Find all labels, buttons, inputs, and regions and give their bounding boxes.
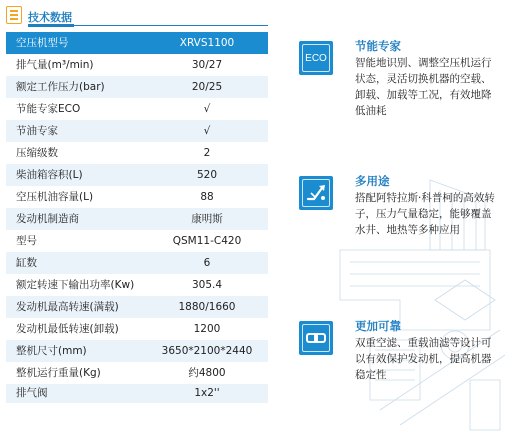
param-cell: 发动机最高转速(满载) [6, 296, 146, 318]
feature-description: 双重空滤、重载油滤等设计可以有效保护发动机，提高机器稳定性 [355, 337, 492, 381]
value-cell: √ [146, 120, 268, 142]
spec-table [6, 32, 268, 403]
value-cell: 305.4 [146, 274, 268, 296]
param-cell: 节能专家ECO [6, 98, 146, 120]
feature-title: 更加可靠 [355, 319, 401, 333]
param-cell: 排气量(m³/min) [6, 54, 146, 76]
feature-reliability [299, 318, 505, 398]
document-list-icon [6, 6, 22, 24]
table-row [6, 230, 268, 252]
drill-tool-icon [299, 176, 333, 210]
param-cell: 整机尺寸(mm) [6, 340, 146, 362]
table-row [6, 362, 268, 384]
feature-eco [299, 38, 505, 128]
table-row [6, 76, 268, 98]
value-cell: 2 [146, 142, 268, 164]
param-cell: 空压机油容量(L) [6, 186, 146, 208]
value-cell: √ [146, 98, 268, 120]
value-cell: 1200 [146, 318, 268, 340]
eco-icon: ECO [299, 41, 333, 75]
header-param-cell: 空压机型号 [6, 32, 146, 54]
table-row [6, 252, 268, 274]
param-cell: 柴油箱容积(L) [6, 164, 146, 186]
param-cell: 排气阀 [6, 384, 146, 403]
header-divider [28, 25, 268, 26]
table-header-row [6, 32, 268, 54]
section-header [6, 6, 268, 26]
value-cell: 520 [146, 164, 268, 186]
filter-link-icon [299, 321, 333, 355]
table-row [6, 340, 268, 362]
table-row [6, 274, 268, 296]
param-cell: 缸数 [6, 252, 146, 274]
feature-title: 多用途 [355, 174, 390, 188]
section-title: 技术数据 [28, 11, 72, 24]
table-row [6, 164, 268, 186]
value-cell: 康明斯 [146, 208, 268, 230]
feature-title: 节能专家 [355, 39, 401, 53]
value-cell: 20/25 [146, 76, 268, 98]
param-cell: 发动机制造商 [6, 208, 146, 230]
table-row [6, 318, 268, 340]
param-cell: 压缩级数 [6, 142, 146, 164]
table-row [6, 384, 268, 403]
table-row [6, 296, 268, 318]
value-cell: 约4800 [146, 362, 268, 384]
value-cell: 30/27 [146, 54, 268, 76]
table-row [6, 208, 268, 230]
table-row [6, 54, 268, 76]
param-cell: 节油专家 [6, 120, 146, 142]
table-row [6, 98, 268, 120]
param-cell: 整机运行重量(Kg) [6, 362, 146, 384]
feature-multipurpose [299, 173, 505, 263]
param-cell: 发动机最低转速(卸载) [6, 318, 146, 340]
value-cell: QSM11-C420 [146, 230, 268, 252]
header-value-cell: XRVS1100 [146, 32, 268, 54]
table-row [6, 186, 268, 208]
feature-description: 智能地识别、调整空压机运行状态，灵活切换机器的空载、卸载、加载等工况，有效地降低油耗 [355, 57, 492, 117]
value-cell: 88 [146, 186, 268, 208]
table-row [6, 142, 268, 164]
param-cell: 额定工作压力(bar) [6, 76, 146, 98]
feature-description: 搭配阿特拉斯·科普柯的高效转子，压力气量稳定，能够覆盖水井、地热等多种应用 [355, 192, 495, 236]
value-cell: 6 [146, 252, 268, 274]
param-cell: 额定转速下输出功率(Kw) [6, 274, 146, 296]
table-row [6, 120, 268, 142]
value-cell: 3650*2100*2440 [146, 340, 268, 362]
value-cell: 1880/1660 [146, 296, 268, 318]
param-cell: 型号 [6, 230, 146, 252]
value-cell: 1x2'' [146, 384, 268, 403]
